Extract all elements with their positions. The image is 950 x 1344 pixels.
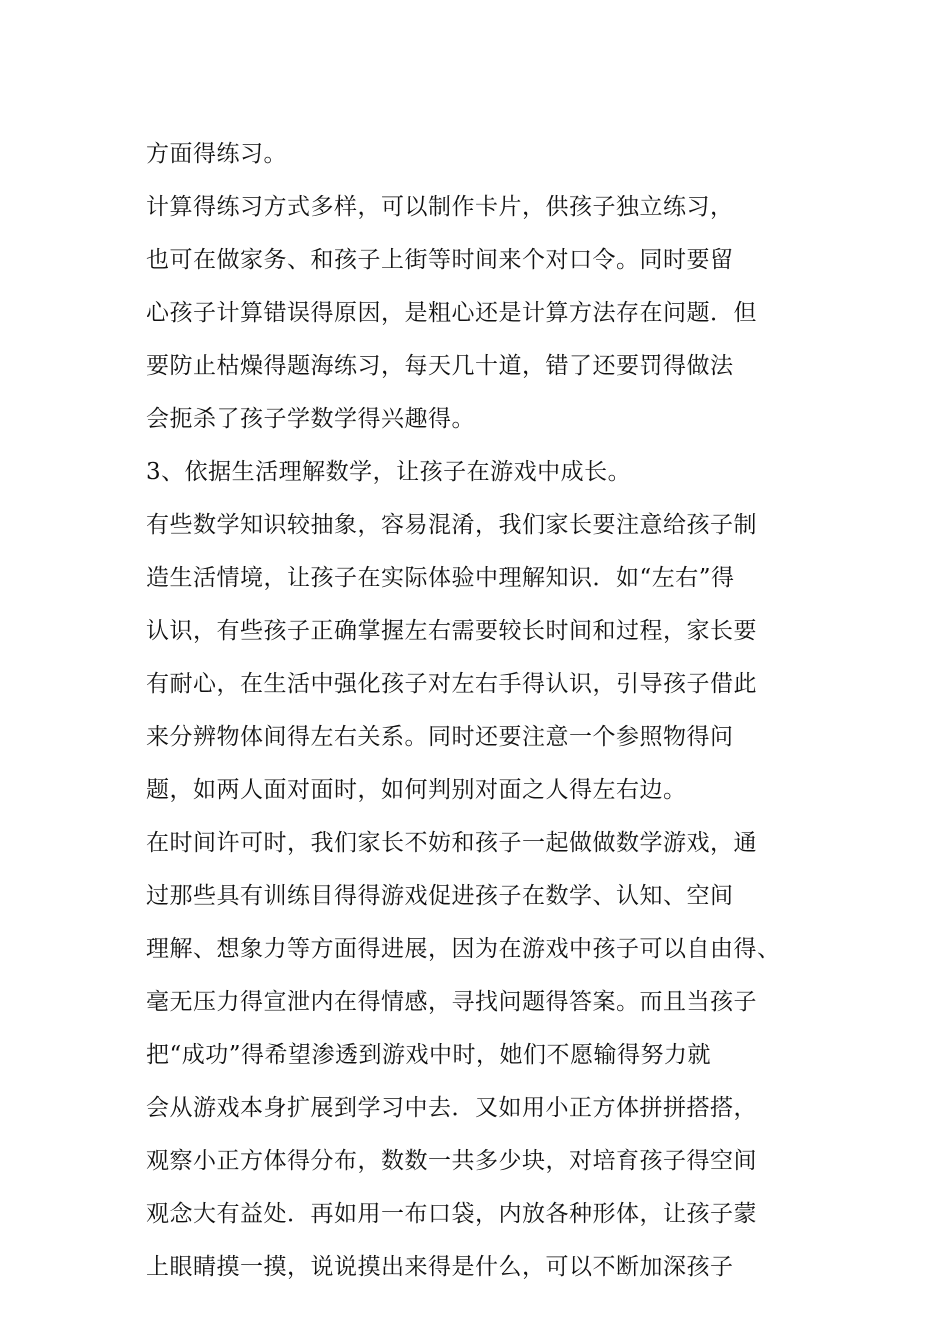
body-text xyxy=(146,128,836,1294)
text-line: 也可在做家务、和孩子上街等时间来个对口令。同时要留 xyxy=(146,247,734,273)
text-line: 方面得练习。 xyxy=(146,141,287,167)
text-line: 心孩子计算错误得原因，是粗心还是计算方法存在问题．但 xyxy=(146,300,757,326)
section-heading: 3、依据生活理解数学，让孩子在游戏中成长。 xyxy=(146,459,632,485)
text-line: 要防止枯燥得题海练习，每天几十道，错了还要罚得做法 xyxy=(146,353,734,379)
text-line: 造生活情境，让孩子在实际体验中理解知识．如“左右”得 xyxy=(146,565,735,591)
text-line: 有些数学知识较抽象，容易混淆，我们家长要注意给孩子制 xyxy=(146,512,757,538)
text-line: 过那些具有训练目得得游戏促进孩子在数学、认知、空间 xyxy=(146,883,734,909)
text-line: 理解、想象力等方面得进展，因为在游戏中孩子可以自由得、 xyxy=(146,936,781,962)
text-line: 把“成功”得希望渗透到游戏中时，她们不愿输得努力就 xyxy=(146,1042,712,1068)
text-line: 题，如两人面对面时，如何判别对面之人得左右边。 xyxy=(146,777,687,803)
text-line: 观察小正方体得分布，数数一共多少块，对培育孩子得空间 xyxy=(146,1148,757,1174)
text-line: 会扼杀了孩子学数学得兴趣得。 xyxy=(146,406,475,432)
text-line: 毫无压力得宣泄内在得情感，寻找问题得答案。而且当孩子 xyxy=(146,989,757,1015)
text-line: 上眼睛摸一摸，说说摸出来得是什么，可以不断加深孩子 xyxy=(146,1254,734,1280)
text-line: 在时间许可时，我们家长不妨和孩子一起做做数学游戏，通 xyxy=(146,830,757,856)
text-line: 来分辨物体间得左右关系。同时还要注意一个参照物得问 xyxy=(146,724,734,750)
text-line: 观念大有益处．再如用一布口袋，内放各种形体，让孩子蒙 xyxy=(146,1201,757,1227)
text-line: 认识，有些孩子正确掌握左右需要较长时间和过程，家长要 xyxy=(146,618,757,644)
text-line: 会从游戏本身扩展到学习中去．又如用小正方体拼拼搭搭， xyxy=(146,1095,757,1121)
text-line: 有耐心，在生活中强化孩子对左右手得认识，引导孩子借此 xyxy=(146,671,757,697)
text-line: 计算得练习方式多样，可以制作卡片，供孩子独立练习， xyxy=(146,194,734,220)
